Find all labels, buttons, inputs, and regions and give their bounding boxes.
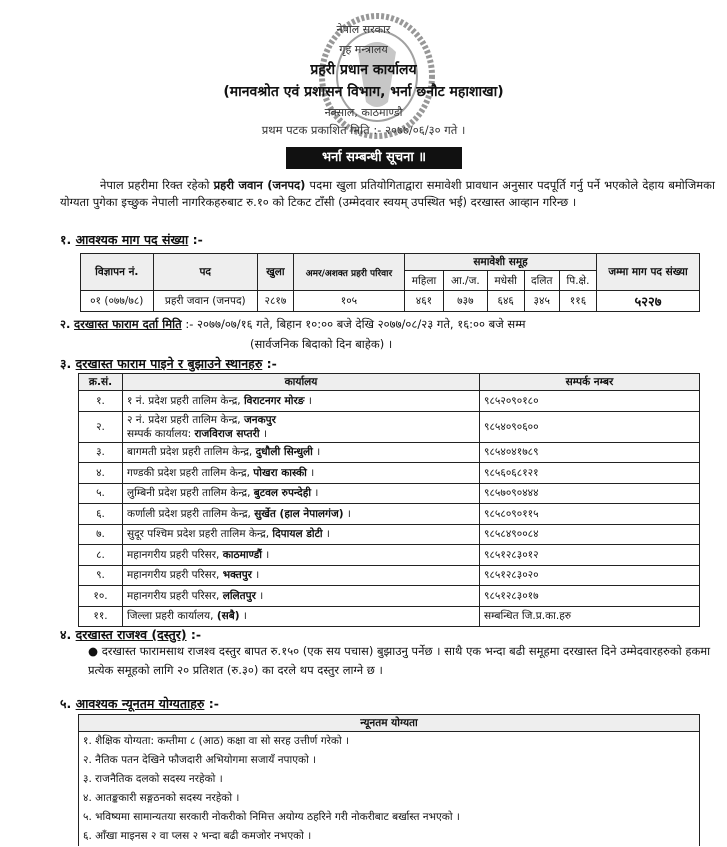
section5-heading: ५. आवश्यक न्यूनतम योग्यताहरु :- xyxy=(60,696,219,711)
contact-number: सम्बन्धित जि.प्र.का.हरु xyxy=(480,606,700,627)
serial-number: १०. xyxy=(79,586,123,607)
serial-number: ९. xyxy=(79,565,123,586)
contact-number: ९८५२०९०१८० xyxy=(480,391,700,412)
qualification-item: ४. आतङ्ककारी सङ्गठनको सदस्य नरहेको । xyxy=(79,789,700,808)
serial-number: ११. xyxy=(79,606,123,627)
section4-heading: ४. दरखास्त राजश्व (दस्तुर) :- xyxy=(60,627,202,642)
qualification-item: ६. आँखा माइनस २ वा प्लस २ भन्दा बढी कमजोर नभएको । xyxy=(79,827,700,846)
contact-number: ९८५१२८३०१७ xyxy=(480,586,700,607)
table-row xyxy=(79,545,700,566)
published-date: प्रथम पटक प्रकाशित मिति :- २०७७/०६/३० गते । xyxy=(261,123,466,137)
vacancy-table: विज्ञापन नं. पद खुला अमर/अशक्त प्रहरी परिवार समावेशी समूह जम्मा माग पद संख्या महिला आ./ज. मधेसी दलित पि.क्षे. ०१ (०७७/७८) प्रहरी जवान (जनपद) २८१७ १०५ ४६१ ७३७ ६४६ ३४५ ११६ ५२२७ xyxy=(80,253,700,312)
office-name: महानगरीय प्रहरी परिसर, भक्तपुर । xyxy=(123,565,480,586)
section1-heading: १. आवश्यक माग पद संख्या :- xyxy=(60,232,203,247)
table-row xyxy=(79,524,700,545)
office-name: २ नं. प्रदेश प्रहरी तालिम केन्द्र, जनकपुर सम्पर्क कार्यालय: राजविराज सप्तरी । xyxy=(123,411,480,442)
section3-heading: ३. दरखास्त फाराम पाइने र बुझाउने स्थानहरु :- xyxy=(60,356,277,371)
section2-note: (सार्वजनिक बिदाको दिन बाहेक) । xyxy=(250,337,393,351)
serial-number: ५. xyxy=(79,483,123,504)
office-name: १ नं. प्रदेश प्रहरी तालिम केन्द्र, विराटनगर मोरङ । xyxy=(123,391,480,412)
fee-bullet: ● दरखास्त फारामसाथ राजश्व दस्तुर बापत रु.१५० (एक सय पचास) बुझाउनु पर्नेछ । साथै एक भन्दा बढी समूहमा दरखास्त दिने उम्मेदवारहरुको हकमा प्रत्येक समूहको लागि २० प्रतिशत (रु.३०) का दरले थप दस्तुर लाग्ने छ । xyxy=(88,644,711,677)
contact-number: ९८५८४९००८४ xyxy=(480,524,700,545)
serial-number: ८. xyxy=(79,545,123,566)
office-name: कर्णाली प्रदेश प्रहरी तालिम केन्द्र, सुर्खेत (हाल नेपालगंज) । xyxy=(123,504,480,525)
address: नक्साल, काठमाण्डौ xyxy=(324,106,403,119)
table-row xyxy=(79,586,700,607)
contact-number: ९८५७०९०४४४ xyxy=(480,483,700,504)
serial-number: ४. xyxy=(79,463,123,484)
qualification-item: २. नैतिक पतन देखिने फौजदारी अभियोगमा सजायँ नपाएको । xyxy=(79,751,700,770)
serial-number: २. xyxy=(79,411,123,442)
table-row xyxy=(79,463,700,484)
office-name: गण्डकी प्रदेश प्रहरी तालिम केन्द्र, पोखरा कास्की । xyxy=(123,463,480,484)
contact-number: ९८५६०६८१२१ xyxy=(480,463,700,484)
office-name: महानगरीय प्रहरी परिसर, काठमाण्डौं । xyxy=(123,545,480,566)
section2-heading: २. दरखास्त फाराम दर्ता मिति :- २०७७/०७/१६ गते, बिहान १०:०० बजे देखि २०७७/०८/२३ गते, १६:०० बजे सम्म xyxy=(60,317,526,331)
contact-number: ९८५१२८३०१२ xyxy=(480,545,700,566)
table-row xyxy=(79,565,700,586)
contact-number: ९८५१२८३०२० xyxy=(480,565,700,586)
office-title: प्रहरी प्रधान कार्यालय xyxy=(310,62,417,78)
serial-number: १. xyxy=(79,391,123,412)
office-name: बागमती प्रदेश प्रहरी तालिम केन्द्र, दुधौली सिन्धुली । xyxy=(123,442,480,463)
division-title: (मानवश्रोत एवं प्रशासन विभाग, भर्ना छनौट महाशाखा) xyxy=(223,84,504,100)
office-name: लुम्बिनी प्रदेश प्रहरी तालिम केन्द्र, बुटवल रुपन्देही । xyxy=(123,483,480,504)
table-row xyxy=(79,606,700,627)
table-row xyxy=(79,391,700,412)
table-row xyxy=(79,442,700,463)
contact-number: ९८५४०४१७८९ xyxy=(480,442,700,463)
office-name: जिल्ला प्रहरी कार्यालय, (सबै) । xyxy=(123,606,480,627)
office-name: महानगरीय प्रहरी परिसर, ललितपुर । xyxy=(123,586,480,607)
table-row xyxy=(79,411,700,442)
office-name: सुदूर पश्चिम प्रदेश प्रहरी तालिम केन्द्र, दिपायल डोटी । xyxy=(123,524,480,545)
serial-number: ३. xyxy=(79,442,123,463)
gov-name: नेपाल सरकार xyxy=(336,23,391,36)
contact-number: ९८५४०९०६०० xyxy=(480,411,700,442)
table-row: ०१ (०७७/७८) प्रहरी जवान (जनपद) २८१७ १०५ ४६१ ७३७ ६४६ ३४५ ११६ ५२२७ xyxy=(81,291,700,312)
table-row xyxy=(79,483,700,504)
serial-number: ६. xyxy=(79,504,123,525)
qualifications-table: न्यूनतम योग्यता १. शैक्षिक योग्यता: कम्तीमा ८ (आठ) कक्षा वा सो सरह उत्तीर्ण गरेको । २. नैतिक पतन देखिने फौजदारी अभियोगमा सजायँ नपाएको । ३. राजनैतिक दलको सदस्य नरहेको । ४. आतङ्ककारी सङ्गठनको सदस्य नरहेको । ५. भविष्यमा सामान्यतया सरकारी नोकरीको निमित्त अयोग्य ठहरिने गरी नोकरीबाट बर्खास्त नभएको । ६. आँखा माइनस २ वा प्लस २ भन्दा बढी कमजोर नभएको । xyxy=(78,714,700,846)
serial-number: ७. xyxy=(79,524,123,545)
notice-banner: भर्ना सम्बन्धी सूचना ॥ xyxy=(286,147,462,169)
ministry-name: गृह मन्त्रालय xyxy=(339,43,388,56)
qualification-item: ५. भविष्यमा सामान्यतया सरकारी नोकरीको निमित्त अयोग्य ठहरिने गरी नोकरीबाट बर्खास्त नभएको । xyxy=(79,808,700,827)
qualification-item: १. शैक्षिक योग्यता: कम्तीमा ८ (आठ) कक्षा वा सो सरह उत्तीर्ण गरेको । xyxy=(79,732,700,751)
contact-number: ९८५८०९०११५ xyxy=(480,504,700,525)
intro-paragraph: नेपाल प्रहरीमा रिक्त रहेको प्रहरी जवान (जनपद) पदमा खुला प्रतियोगिताद्वारा समावेशी प्रावधान अनुसार पदपूर्ति गर्नु पर्ने भएकोले देहाय बमोजिमका योग्यता पुगेका इच्छुक नेपाली नागरिकहरुबाट रु.१० को टिकट टाँसी (उम्मेदवार स्वयम् उपस्थित भई) दरखास्त आव्हान गरिन्छ । xyxy=(60,178,715,209)
table-row xyxy=(79,504,700,525)
offices-table: क्र.सं. कार्यालय सम्पर्क नम्बर १. १ नं. प्रदेश प्रहरी तालिम केन्द्र, विराटनगर मोरङ । ९८५२०९०१८० २. २ नं. प्रदेश प्रहरी तालिम केन्द्र, जनकपुर सम्पर्क कार्यालय: राजविराज सप्तरी । ९८५४०९०६०० ३. बागमती प्रदेश प्रहरी तालिम केन्द्र, दुधौली सिन्धुली । ९८५४०४१७८९ ४. गण्डकी प्रदेश प्रहरी तालिम केन्द्र, पोखरा कास्की । ९८५६०६८१२१ ५. लुम्बिनी प्रदेश प्रहरी तालिम केन्द्र, बुटवल रुपन्देही । ९८५७०९०४४४ ६. कर्णाली प्रदेश प्रहरी तालिम केन्द्र, सुर्खेत (हाल नेपालगंज) । ९८५८०९०११५ ७. सुदूर पश्चिम प्रदेश प्रहरी तालिम केन्द्र, दिपायल डोटी । ९८५८४९००८४ ८. महानगरीय प्रहरी परिसर, काठमाण्डौं । ९८५१२८३०१२ ९. महानगरीय प्रहरी परिसर, भक्तपुर । ९८५१२८३०२० १०. महानगरीय प्रहरी परिसर, ललितपुर । ९८५१२८३०१७ ११. जिल्ला प्रहरी कार्यालय, (सबै) । सम्बन्धित जि.प्र.का.हरु xyxy=(78,373,700,627)
qualification-item: ३. राजनैतिक दलको सदस्य नरहेको । xyxy=(79,770,700,789)
